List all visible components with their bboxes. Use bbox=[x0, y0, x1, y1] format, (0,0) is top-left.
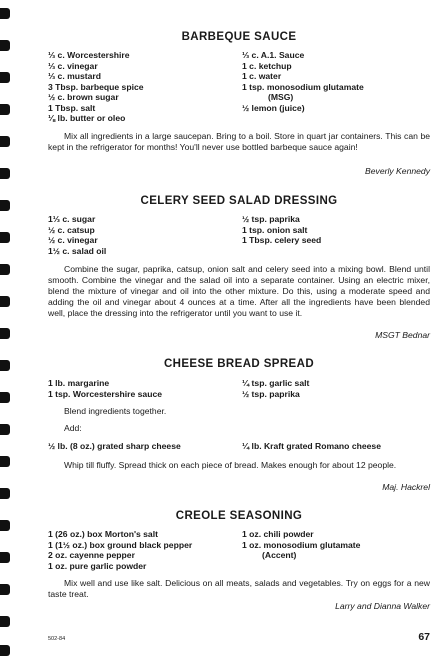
recipe-title: CREOLE SEASONING bbox=[175, 510, 303, 522]
instructions: Mix well and use like salt. Delicious on all meats, salads and vegetables. Try on eggs for a new taste treat. bbox=[48, 578, 430, 599]
ingredient: ½ c. brown sugar bbox=[48, 92, 119, 102]
recipe-credit: Larry and Dianna Walker bbox=[335, 601, 430, 611]
recipe-title: CELERY SEED SALAD DRESSING bbox=[140, 195, 338, 207]
ingredients-left bbox=[48, 378, 238, 399]
ingredient: 1⅓ c. sugar bbox=[48, 214, 96, 224]
ingredient: ½ tsp. paprika bbox=[242, 214, 300, 224]
step-text: Blend ingredients together. bbox=[64, 406, 167, 416]
ingredient: 1 Tbsp. salt bbox=[48, 102, 96, 113]
ingredient: 2 oz. cayenne pepper bbox=[48, 550, 135, 560]
ingredient: 1 tsp. Worcestershire sauce bbox=[48, 388, 163, 399]
recipe-title: BARBEQUE SAUCE bbox=[181, 31, 297, 43]
ingredient: ⅓ c. mustard bbox=[48, 71, 102, 81]
recipe-credit: Maj. Hackrel bbox=[382, 482, 430, 492]
instructions: Whip till fluffy. Spread thick on each piece of bread. Makes enough for about 12 people. bbox=[64, 460, 397, 470]
instructions: Mix all ingredients in a large saucepan. Bring to a boil. Store in quart jar containers. This can be kept in the refrigerator for months! You'll never use bottled barbeque sauce again! bbox=[48, 131, 430, 152]
ingredient: 1 oz. pure garlic powder bbox=[48, 560, 147, 571]
cookbook-page bbox=[48, 0, 430, 663]
ingredient: ½ tsp. paprika bbox=[242, 388, 300, 399]
ingredient: ½ c. catsup bbox=[48, 224, 95, 235]
recipe-title: CHEESE BREAD SPREAD bbox=[163, 358, 315, 370]
added-ingredient: ¼ lb. Kraft grated Romano cheese bbox=[242, 441, 381, 451]
page-number: 67 bbox=[418, 631, 430, 643]
ingredients-right bbox=[242, 378, 430, 399]
ingredient: 1 (26 oz.) box Morton's salt bbox=[48, 529, 158, 539]
added-ingredient: ½ lb. (8 oz.) grated sharp cheese bbox=[48, 441, 181, 451]
ingredients-right bbox=[242, 214, 430, 246]
footer-code: 502-84 bbox=[48, 636, 66, 642]
ingredients-right bbox=[242, 50, 430, 113]
ingredient: 1½ c. salad oil bbox=[48, 245, 107, 256]
ingredient: (Accent) bbox=[262, 550, 297, 560]
ingredient: 1 c. water bbox=[242, 71, 282, 81]
ingredient: ½ lemon (juice) bbox=[242, 102, 305, 113]
ingredient: 3 Tbsp. barbeque spice bbox=[48, 81, 144, 92]
recipe-credit: Beverly Kennedy bbox=[365, 166, 430, 176]
ingredient: ¼ tsp. garlic salt bbox=[242, 378, 310, 388]
ingredient: 1 tsp. onion salt bbox=[242, 224, 308, 235]
spiral-binding bbox=[0, 0, 14, 663]
ingredient: (MSG) bbox=[268, 92, 294, 102]
ingredient: 1 tsp. monosodium glutamate bbox=[242, 81, 364, 92]
ingredient: 1 Tbsp. celery seed bbox=[242, 235, 322, 245]
ingredient: ½ c. vinegar bbox=[48, 235, 98, 245]
ingredients-right bbox=[242, 529, 430, 561]
ingredient: ⅓ c. vinegar bbox=[48, 60, 98, 71]
ingredients-left bbox=[48, 529, 238, 571]
instructions: Combine the sugar, paprika, catsup, onion salt and celery seed into a mixing bowl. Blend until smooth. Combine the vinegar and the salad oil into a separate container. Using an electric mixer, blend the mixture of vinegar and oil into the other mixture. Do this, using a moderate speed and adding the oil and vinegar about 4 ounces at a time. After all the ingredients have been blended well, place the dressing into the refrigerator until you want to use it. bbox=[48, 264, 430, 318]
ingredient: 1 (1½ oz.) box ground black pepper bbox=[48, 539, 193, 550]
ingredient: ⅓ c. A.1. Sauce bbox=[242, 50, 305, 60]
recipe-credit: MSGT Bednar bbox=[375, 330, 430, 340]
ingredient: 1 c. ketchup bbox=[242, 60, 292, 71]
step-text: Add: bbox=[64, 423, 82, 433]
ingredient: ⅓ c. Worcestershire bbox=[48, 50, 130, 60]
ingredients-left bbox=[48, 214, 238, 256]
ingredient: 1 oz. monosodium glutamate bbox=[242, 539, 361, 550]
ingredient: 1 oz. chili powder bbox=[242, 529, 314, 539]
ingredient: ⅛ lb. butter or oleo bbox=[48, 113, 126, 123]
ingredients-left bbox=[48, 50, 238, 124]
ingredient: 1 lb. margarine bbox=[48, 378, 110, 388]
